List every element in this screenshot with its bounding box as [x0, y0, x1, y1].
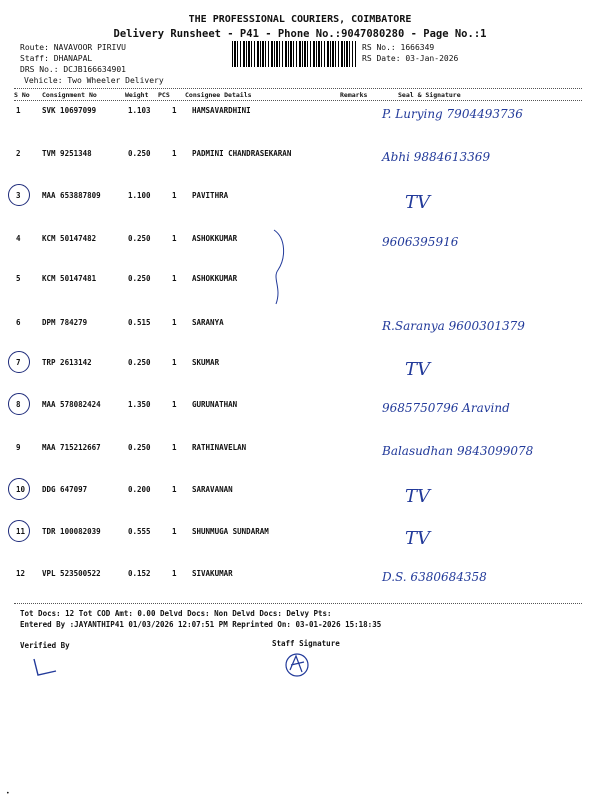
table-row — [0, 315, 600, 355]
row-weight: 0.250 — [128, 443, 151, 452]
table-row — [0, 566, 600, 606]
row-weight: 1.350 — [128, 400, 151, 409]
row-consignment: DPM 784279 — [42, 318, 88, 327]
row-sno: 8 — [16, 400, 21, 409]
row-consignment: KCM 50147482 — [42, 234, 97, 243]
table-row — [0, 482, 600, 522]
row-consignment: MAA 578082424 — [42, 400, 101, 409]
col-pcs: PCS — [158, 91, 170, 99]
handwritten-signature: P. Lurying 7904493736 — [382, 107, 523, 121]
row-sno: 4 — [16, 234, 21, 243]
handwritten-signature: TV — [405, 528, 431, 549]
row-consignment: SVK 10697099 — [42, 106, 97, 115]
row-pcs: 1 — [172, 106, 177, 115]
row-weight: 0.555 — [128, 527, 151, 536]
corner-dot: • — [6, 790, 10, 797]
row-weight: 0.250 — [128, 358, 151, 367]
row-sno: 12 — [16, 569, 26, 578]
row-consignment: TDR 100082039 — [42, 527, 101, 536]
verified-by-label: Verified By — [20, 641, 70, 650]
row-consignee: PADMINI CHANDRASEKARAN — [192, 149, 292, 158]
row-consignment: TVM 9251348 — [42, 149, 92, 158]
row-weight: 0.250 — [128, 234, 151, 243]
header-top-rule — [14, 88, 582, 89]
entered-line: Entered By :JAYANTHIP41 01/03/2026 12:07:51 PM Reprinted On: 03-01-2026 15:18:35 — [20, 620, 382, 629]
circled-sno-mark — [8, 351, 30, 373]
handwritten-signature: 9606395916 — [382, 235, 459, 249]
col-seal-signature: Seal & Signature — [398, 91, 461, 99]
row-weight: 0.152 — [128, 569, 151, 578]
row-pcs: 1 — [172, 527, 177, 536]
row-consignee: GURUNATHAN — [192, 400, 238, 409]
handwritten-signature: Balasudhan 9843099078 — [382, 444, 534, 458]
row-consignee: ASHOKKUMAR — [192, 234, 238, 243]
rs-number: RS No.: 1666349 — [362, 43, 435, 52]
row-weight: 0.250 — [128, 149, 151, 158]
row-pcs: 1 — [172, 318, 177, 327]
handwritten-signature: TV — [405, 486, 431, 507]
table-row — [0, 397, 600, 437]
row-pcs: 1 — [172, 400, 177, 409]
row-consignee: SIVAKUMAR — [192, 569, 233, 578]
row-consignee: RATHINAVELAN — [192, 443, 247, 452]
row-weight: 1.100 — [128, 191, 151, 200]
barcode — [232, 41, 356, 67]
col-weight: Weight — [125, 91, 149, 99]
row-sno: 6 — [16, 318, 21, 327]
handwritten-signature: TV — [405, 359, 431, 380]
row-consignee: SKUMAR — [192, 358, 220, 367]
row-consignment: DDG 647097 — [42, 485, 88, 494]
table-row — [0, 103, 600, 143]
row-sno: 5 — [16, 274, 21, 283]
circled-sno-mark — [8, 393, 30, 415]
table-row — [0, 355, 600, 395]
header-bottom-rule — [14, 100, 582, 101]
table-row — [0, 524, 600, 564]
row-consignee: PAVITHRA — [192, 191, 229, 200]
handwritten-signature: 9685750796 Aravind — [382, 401, 510, 415]
circled-sno-mark — [8, 520, 30, 542]
row-sno: 3 — [16, 191, 21, 200]
row-weight: 1.103 — [128, 106, 151, 115]
totals-line: Tot Docs: 12 Tot COD Amt: 0.00 Delvd Docs: Non Delvd Docs: Delvy Pts: — [20, 609, 332, 618]
row-consignee: ASHOKKUMAR — [192, 274, 238, 283]
row-consignment: MAA 653887809 — [42, 191, 101, 200]
row-pcs: 1 — [172, 274, 177, 283]
row-pcs: 1 — [172, 191, 177, 200]
handwritten-signature: Abhi 9884613369 — [382, 150, 491, 164]
row-pcs: 1 — [172, 485, 177, 494]
col-sno: S No — [14, 91, 30, 99]
circled-sno-mark — [8, 478, 30, 500]
verified-signature-mark — [30, 655, 60, 681]
runsheet-title: Delivery Runsheet - P41 - Phone No.:9047080280 - Page No.:1 — [113, 28, 487, 40]
row-sno: 1 — [16, 106, 21, 115]
row-weight: 0.200 — [128, 485, 151, 494]
handwritten-signature: TV — [405, 192, 431, 213]
row-consignment: MAA 715212667 — [42, 443, 101, 452]
table-row — [0, 146, 600, 186]
row-sno: 9 — [16, 443, 21, 452]
row-weight: 0.515 — [128, 318, 151, 327]
table-row — [0, 271, 600, 311]
staff-signature-label: Staff Signature — [272, 639, 340, 648]
row-consignment: TRP 2613142 — [42, 358, 92, 367]
handwritten-signature: R.Saranya 9600301379 — [382, 319, 525, 333]
row-sno: 11 — [16, 527, 26, 536]
row-sno: 7 — [16, 358, 21, 367]
rs-date: RS Date: 03-Jan-2026 — [362, 54, 459, 63]
staff-signature-mark — [282, 650, 312, 680]
col-consignee: Consignee Details — [185, 91, 252, 99]
vehicle-label: Vehicle: Two Wheeler Delivery — [24, 76, 164, 85]
table-row — [0, 440, 600, 480]
row-pcs: 1 — [172, 443, 177, 452]
row-consignment: VPL 523500522 — [42, 569, 101, 578]
row-sno: 10 — [16, 485, 26, 494]
row-pcs: 1 — [172, 234, 177, 243]
row-weight: 0.250 — [128, 274, 151, 283]
company-name: THE PROFESSIONAL COURIERS, COIMBATORE — [188, 14, 412, 25]
footer-rule — [14, 603, 582, 604]
circled-sno-mark — [8, 184, 30, 206]
table-row — [0, 231, 600, 271]
row-consignee: SARANYA — [192, 318, 224, 327]
row-pcs: 1 — [172, 569, 177, 578]
handwritten-signature: D.S. 6380684358 — [382, 570, 487, 584]
bracket-mark — [262, 228, 292, 308]
drs-number: DRS No.: DCJB166634901 — [20, 65, 126, 74]
col-remarks: Remarks — [340, 91, 368, 99]
staff-label: Staff: DHANAPAL — [20, 54, 93, 63]
route-label: Route: NAVAVOOR PIRIVU — [20, 43, 126, 52]
row-consignee: HAMSAVARDHINI — [192, 106, 251, 115]
col-consignment: Consignment No — [42, 91, 97, 99]
row-sno: 2 — [16, 149, 21, 158]
row-consignment: KCM 50147481 — [42, 274, 97, 283]
row-consignee: SARAVANAN — [192, 485, 233, 494]
table-row — [0, 188, 600, 228]
row-pcs: 1 — [172, 358, 177, 367]
row-consignee: SHUNMUGA SUNDARAM — [192, 527, 269, 536]
row-pcs: 1 — [172, 149, 177, 158]
